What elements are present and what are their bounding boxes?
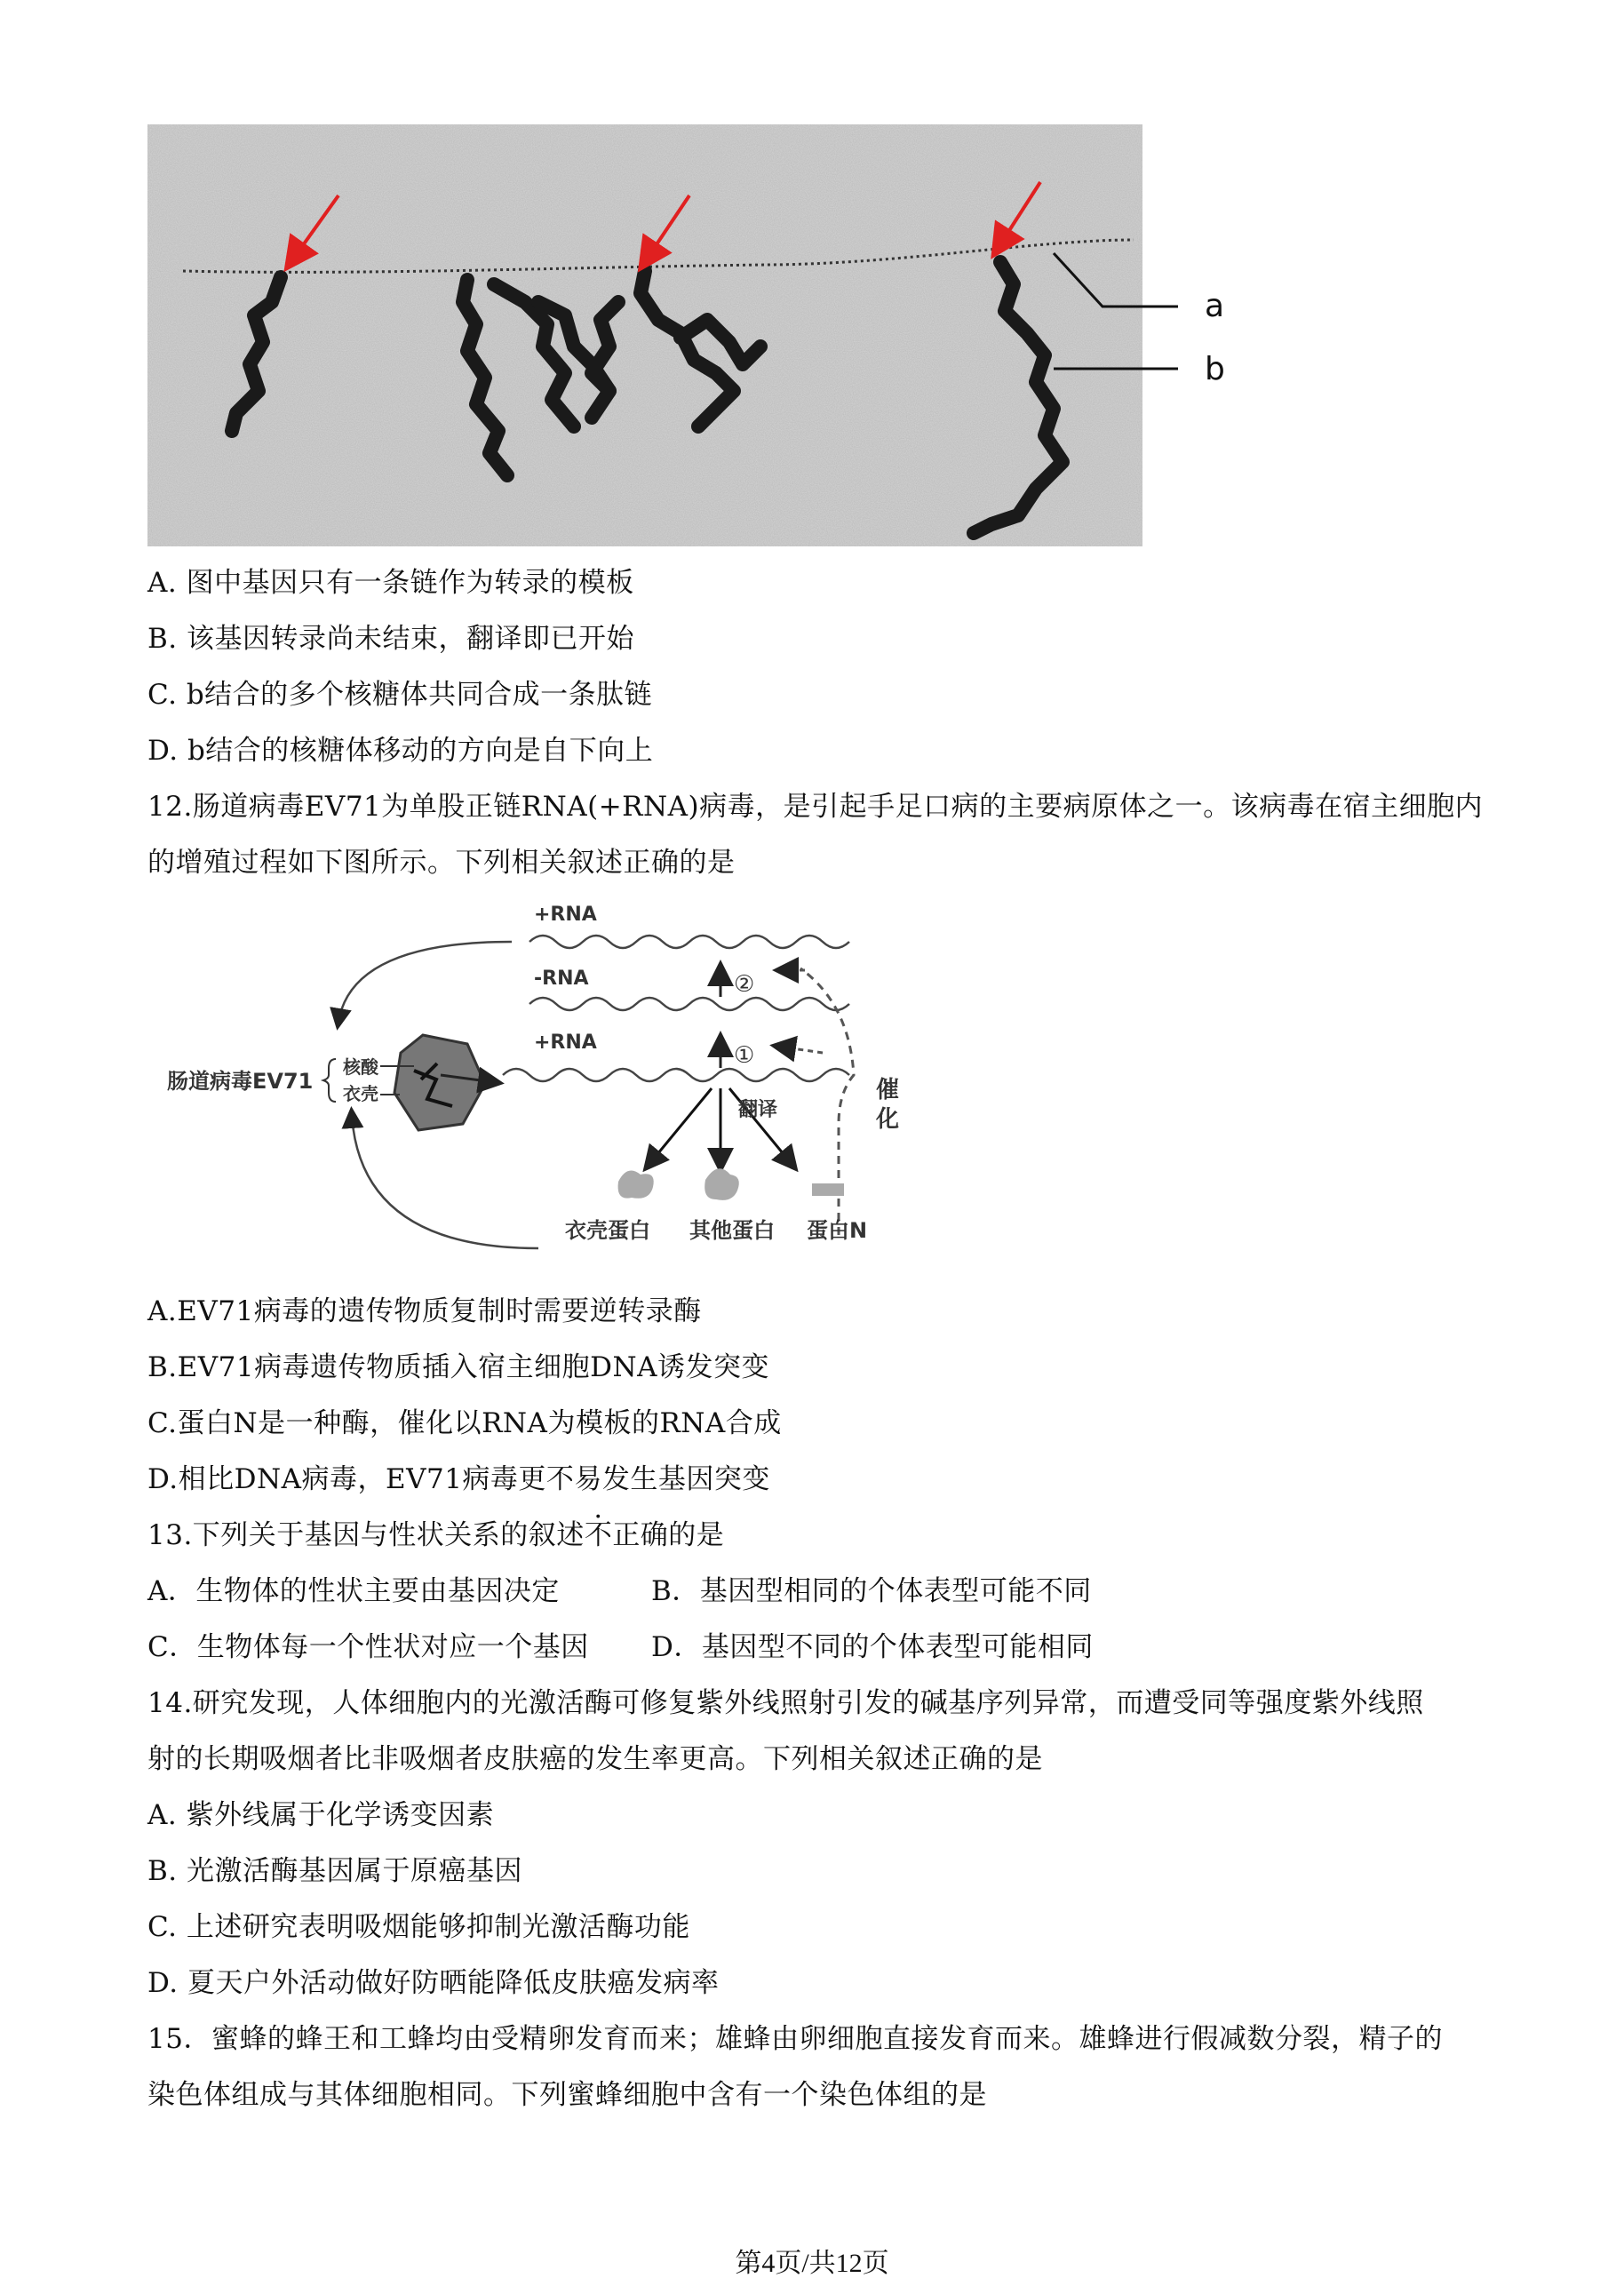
q12-option-c: C.蛋白N是一种酶，催化以RNA为模板的RNA合成	[147, 1407, 782, 1439]
step-1-label: ①	[734, 1042, 755, 1069]
label-a: a	[1205, 288, 1225, 324]
protein-n-label: 蛋白N	[807, 1218, 868, 1243]
q12-stem-line1: 12.肠道病毒EV71为单股正链RNA(+RNA)病毒，是引起手足口病的主要病原体之一。该病毒在宿主细胞内	[147, 791, 1484, 823]
virus-name: 肠道病毒EV71	[167, 1069, 314, 1094]
q13-stem-after: 正确的是	[612, 1519, 725, 1551]
translate-arrow-icon	[649, 1088, 712, 1164]
assembly-arrow-icon	[352, 1115, 538, 1248]
q11-option-d: D. b结合的核糖体移动的方向是自下向上	[147, 735, 654, 767]
q13-option-d: D．基因型不同的个体表型可能相同	[651, 1631, 1094, 1663]
micrograph-figure	[147, 124, 1240, 551]
label-b: b	[1205, 351, 1225, 387]
rna-mid-label: -RNA	[534, 968, 589, 990]
q13-option-a: A．生物体的性状主要由基因决定	[147, 1575, 560, 1607]
q13-stem-before: 13.下列关于基因与性状关系的叙述	[147, 1519, 585, 1551]
q12-stem-line2: 的增殖过程如下图所示。下列相关叙述正确的是	[147, 847, 736, 879]
q11-option-c: C. b结合的多个核糖体共同合成一条肽链	[147, 679, 653, 711]
q12-option-a: A.EV71病毒的遗传物质复制时需要逆转录酶	[147, 1295, 702, 1327]
assembly-arrow-icon	[338, 942, 512, 1022]
q13-stem-emphasis: 不	[584, 1519, 613, 1551]
bracket	[323, 1059, 336, 1102]
capsid-protein-icon	[618, 1171, 654, 1199]
q14-stem-line2: 射的长期吸烟者比非吸烟者皮肤癌的发生率更高。下列相关叙述正确的是	[147, 1743, 1043, 1775]
q14-option-d: D. 夏天户外活动做好防晒能降低皮肤癌发病率	[147, 1967, 720, 1999]
q13-option-b: B．基因型相同的个体表型可能不同	[651, 1575, 1092, 1607]
q15-stem-line2: 染色体组成与其体细胞相同。下列蜜蜂细胞中含有一个染色体组的是	[147, 2079, 987, 2111]
q15-stem-line1: 15．蜜蜂的蜂王和工蜂均由受精卵发育而来；雄蜂由卵细胞直接发育而来。雄蜂进行假减数分裂，精子的	[147, 2023, 1443, 2055]
plus-rna-wave-low	[503, 1069, 849, 1081]
part-nucleic-label: 核酸	[343, 1056, 378, 1078]
catalyze-char-2: 化	[876, 1106, 900, 1133]
protein-capsid-label: 衣壳蛋白	[565, 1218, 650, 1243]
rna-low-label: +RNA	[534, 1031, 597, 1054]
q12-option-d: D.相比DNA病毒，EV71病毒更不易发生基因突变	[147, 1463, 770, 1495]
q13-stem	[147, 1517, 724, 1553]
translate-label: 翻译	[738, 1099, 778, 1121]
q14-option-a: A. 紫外线属于化学诱变因素	[147, 1799, 495, 1831]
part-capsid-label: 衣壳	[343, 1083, 378, 1104]
q11-option-b: B. 该基因转录尚未结束，翻译即已开始	[147, 623, 634, 655]
catalyze-char-1: 催	[876, 1077, 900, 1103]
q13-option-c: C．生物体每一个性状对应一个基因	[147, 1631, 589, 1663]
q14-option-b: B. 光激活酶基因属于原癌基因	[147, 1855, 522, 1887]
dashed-arrow-icon	[780, 1047, 823, 1053]
protein-other-label: 其他蛋白	[689, 1218, 775, 1243]
plus-rna-wave-top	[529, 936, 849, 948]
rna-top-label: +RNA	[534, 904, 597, 926]
minus-rna-wave	[529, 998, 849, 1010]
page-footer: 第4页/共12页	[735, 2249, 889, 2278]
other-protein-icon	[705, 1168, 739, 1200]
ev71-diagram	[147, 897, 947, 1270]
step-2-label: ②	[734, 971, 755, 998]
q14-stem-line1: 14.研究发现，人体细胞内的光激活酶可修复紫外线照射引发的碱基序列异常，而遭受同等强度紫外线照	[147, 1687, 1424, 1719]
q11-option-a: A. 图中基因只有一条链作为转录的模板	[147, 567, 634, 599]
q14-option-c: C. 上述研究表明吸烟能够抑制光激活酶功能	[147, 1911, 690, 1943]
virus-particle-icon	[394, 1035, 485, 1130]
protein-n-icon	[812, 1183, 844, 1196]
q12-option-b: B.EV71病毒遗传物质插入宿主细胞DNA诱发突变	[147, 1351, 769, 1383]
